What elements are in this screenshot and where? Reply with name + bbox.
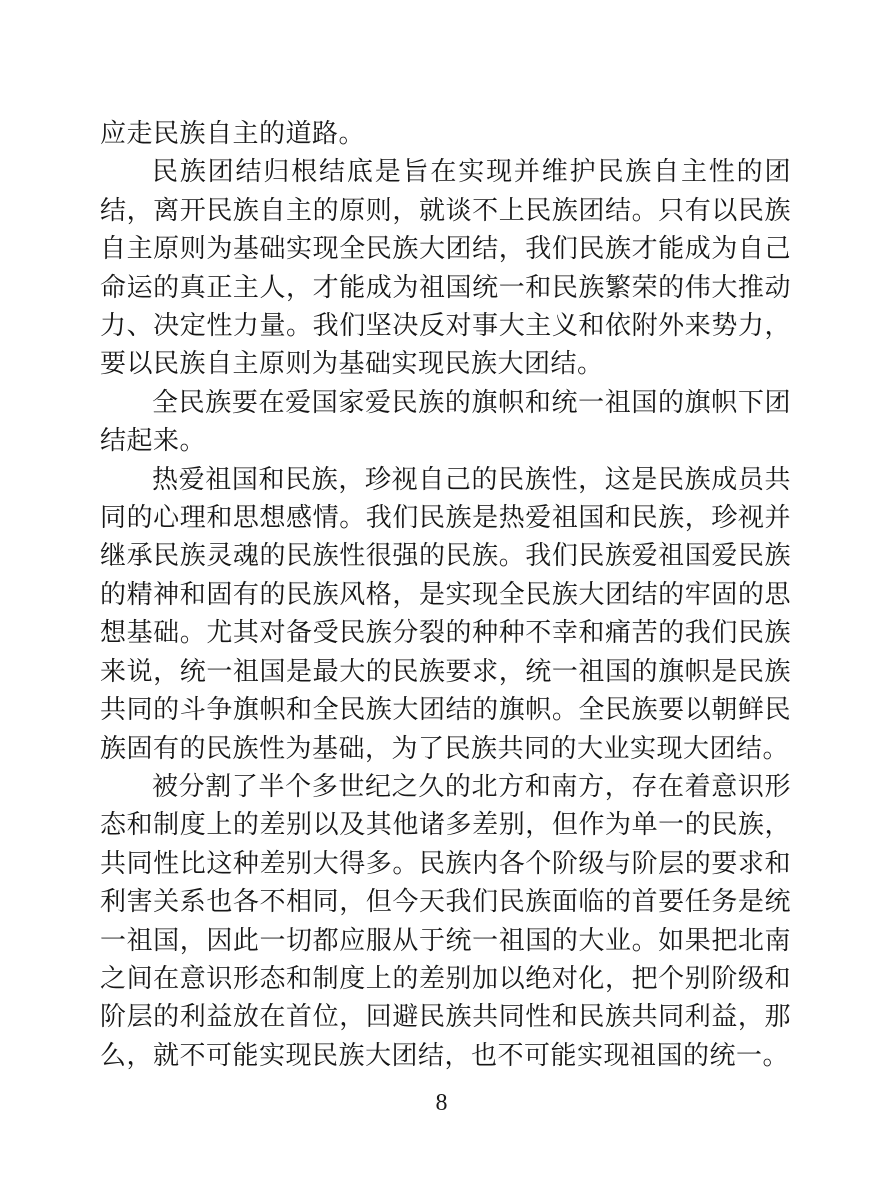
paragraph: 被分割了半个多世纪之久的北方和南方，存在着意识形态和制度上的差别以及其他诸多差别，但作为单一的民族，共同性比这种差别大得多。民族内各个阶级与阶层的要求和利害关系也各不相同，但今天我们民族面临的首要任务是统一祖国，因此一切都应服从于统一祖国的大业。如果把北南之间在意识形态和制度上的差别加以绝对化，把个别阶级和阶层的利益放在首位，回避民族共同性和民族共同利益，那么，就不可能实现民族大团结，也不可能实现祖国的统一。 [100, 771, 791, 1070]
page-number: 8 [435, 1090, 448, 1116]
paragraph: 全民族要在爱国家爱民族的旗帜和统一祖国的旗帜下团结起来。 [100, 387, 791, 456]
paragraph: 热爱祖国和民族，珍视自己的民族性，这是民族成员共同的心理和思想感情。我们民族是热爱祖国和民族，珍视并继承民族灵魂的民族性很强的民族。我们民族爱祖国爱民族的精神和固有的民族风格，是实现全民族大团结的牢固的思想基础。尤其对备受民族分裂的种种不幸和痛苦的我们民族来说，统一祖国是最大的民族要求，统一祖国的旗帜是民族共同的斗争旗帜和全民族大团结的旗帜。全民族要以朝鲜民族固有的民族性为基础，为了民族共同的大业实现大团结。 [100, 464, 791, 763]
paragraph: 民族团结归根结底是旨在实现并维护民族自主性的团结，离开民族自主的原则，就谈不上民族团结。只有以民族自主原则为基础实现全民族大团结，我们民族才能成为自己命运的真正主人，才能成为祖国统一和民族繁荣的伟大推动力、决定性力量。我们坚决反对事大主义和依附外来势力，要以民族自主原则为基础实现民族大团结。 [100, 157, 791, 379]
paragraph-continuation: 应走民族自主的道路。 [100, 119, 366, 148]
body-text [100, 115, 791, 1075]
